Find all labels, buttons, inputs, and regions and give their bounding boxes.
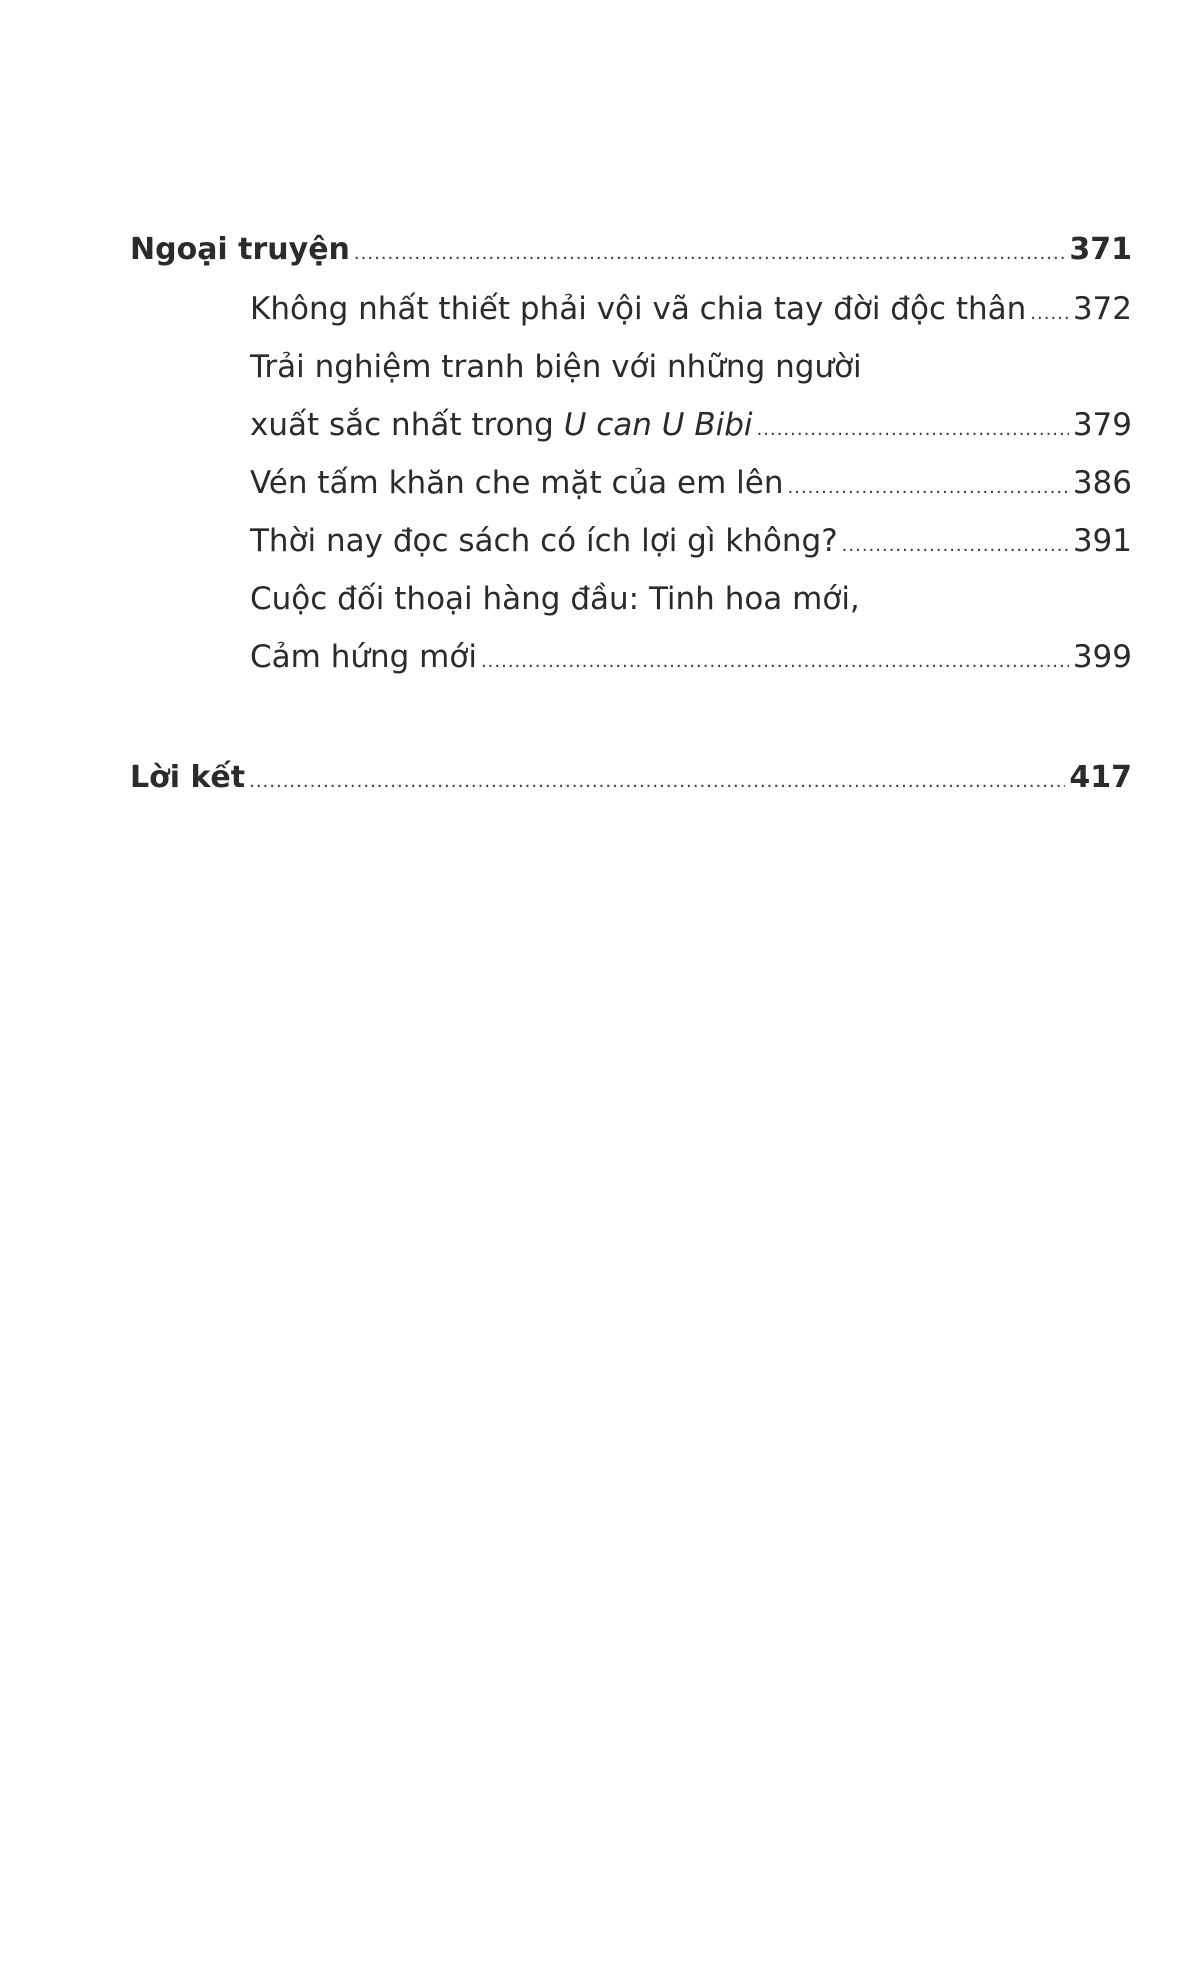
toc-page-number: 386 bbox=[1072, 465, 1132, 501]
toc-entry-title-italic: U can U Bibi bbox=[563, 407, 753, 443]
toc-page-number: 371 bbox=[1069, 232, 1132, 267]
toc-page-number: 417 bbox=[1069, 760, 1132, 795]
dot-leader bbox=[757, 396, 1069, 459]
toc-page-number: 379 bbox=[1072, 407, 1132, 443]
toc-entry bbox=[250, 396, 1132, 454]
toc-entry-line: Trải nghiệm tranh biện với những người bbox=[250, 349, 862, 385]
toc-entry bbox=[250, 454, 1132, 512]
toc-entry-title: Không nhất thiết phải vội vã chia tay đời độc thân bbox=[250, 291, 1027, 327]
toc-entry-title: Thời nay đọc sách có ích lợi gì không? bbox=[250, 523, 838, 559]
toc-section-heading bbox=[130, 220, 1132, 280]
toc-entry bbox=[250, 280, 1132, 338]
dot-leader bbox=[354, 220, 1065, 284]
toc-section-title: Lời kết bbox=[130, 760, 246, 795]
dot-leader bbox=[842, 512, 1069, 575]
toc-page-number: 372 bbox=[1072, 291, 1132, 327]
toc-entry bbox=[250, 512, 1132, 570]
toc-section-heading bbox=[130, 748, 1132, 808]
toc-page-number: 391 bbox=[1072, 523, 1132, 559]
dot-leader bbox=[788, 454, 1069, 517]
toc-entry-title-text: xuất sắc nhất trong bbox=[250, 407, 564, 443]
dot-leader bbox=[481, 628, 1069, 691]
toc-page-number: 399 bbox=[1072, 639, 1132, 675]
toc-entry-title: Cảm hứng mới bbox=[250, 639, 477, 675]
toc-entry-title bbox=[250, 396, 753, 454]
table-of-contents bbox=[130, 220, 1132, 808]
dot-leader bbox=[249, 748, 1065, 812]
section-gap bbox=[130, 686, 1132, 748]
toc-entry-title: Vén tấm khăn che mặt của em lên bbox=[250, 465, 784, 501]
dot-leader bbox=[1030, 280, 1069, 343]
toc-entry-line: Cuộc đối thoại hàng đầu: Tinh hoa mới, bbox=[250, 581, 860, 617]
toc-entry bbox=[250, 628, 1132, 686]
toc-section-title: Ngoại truyện bbox=[130, 232, 350, 267]
